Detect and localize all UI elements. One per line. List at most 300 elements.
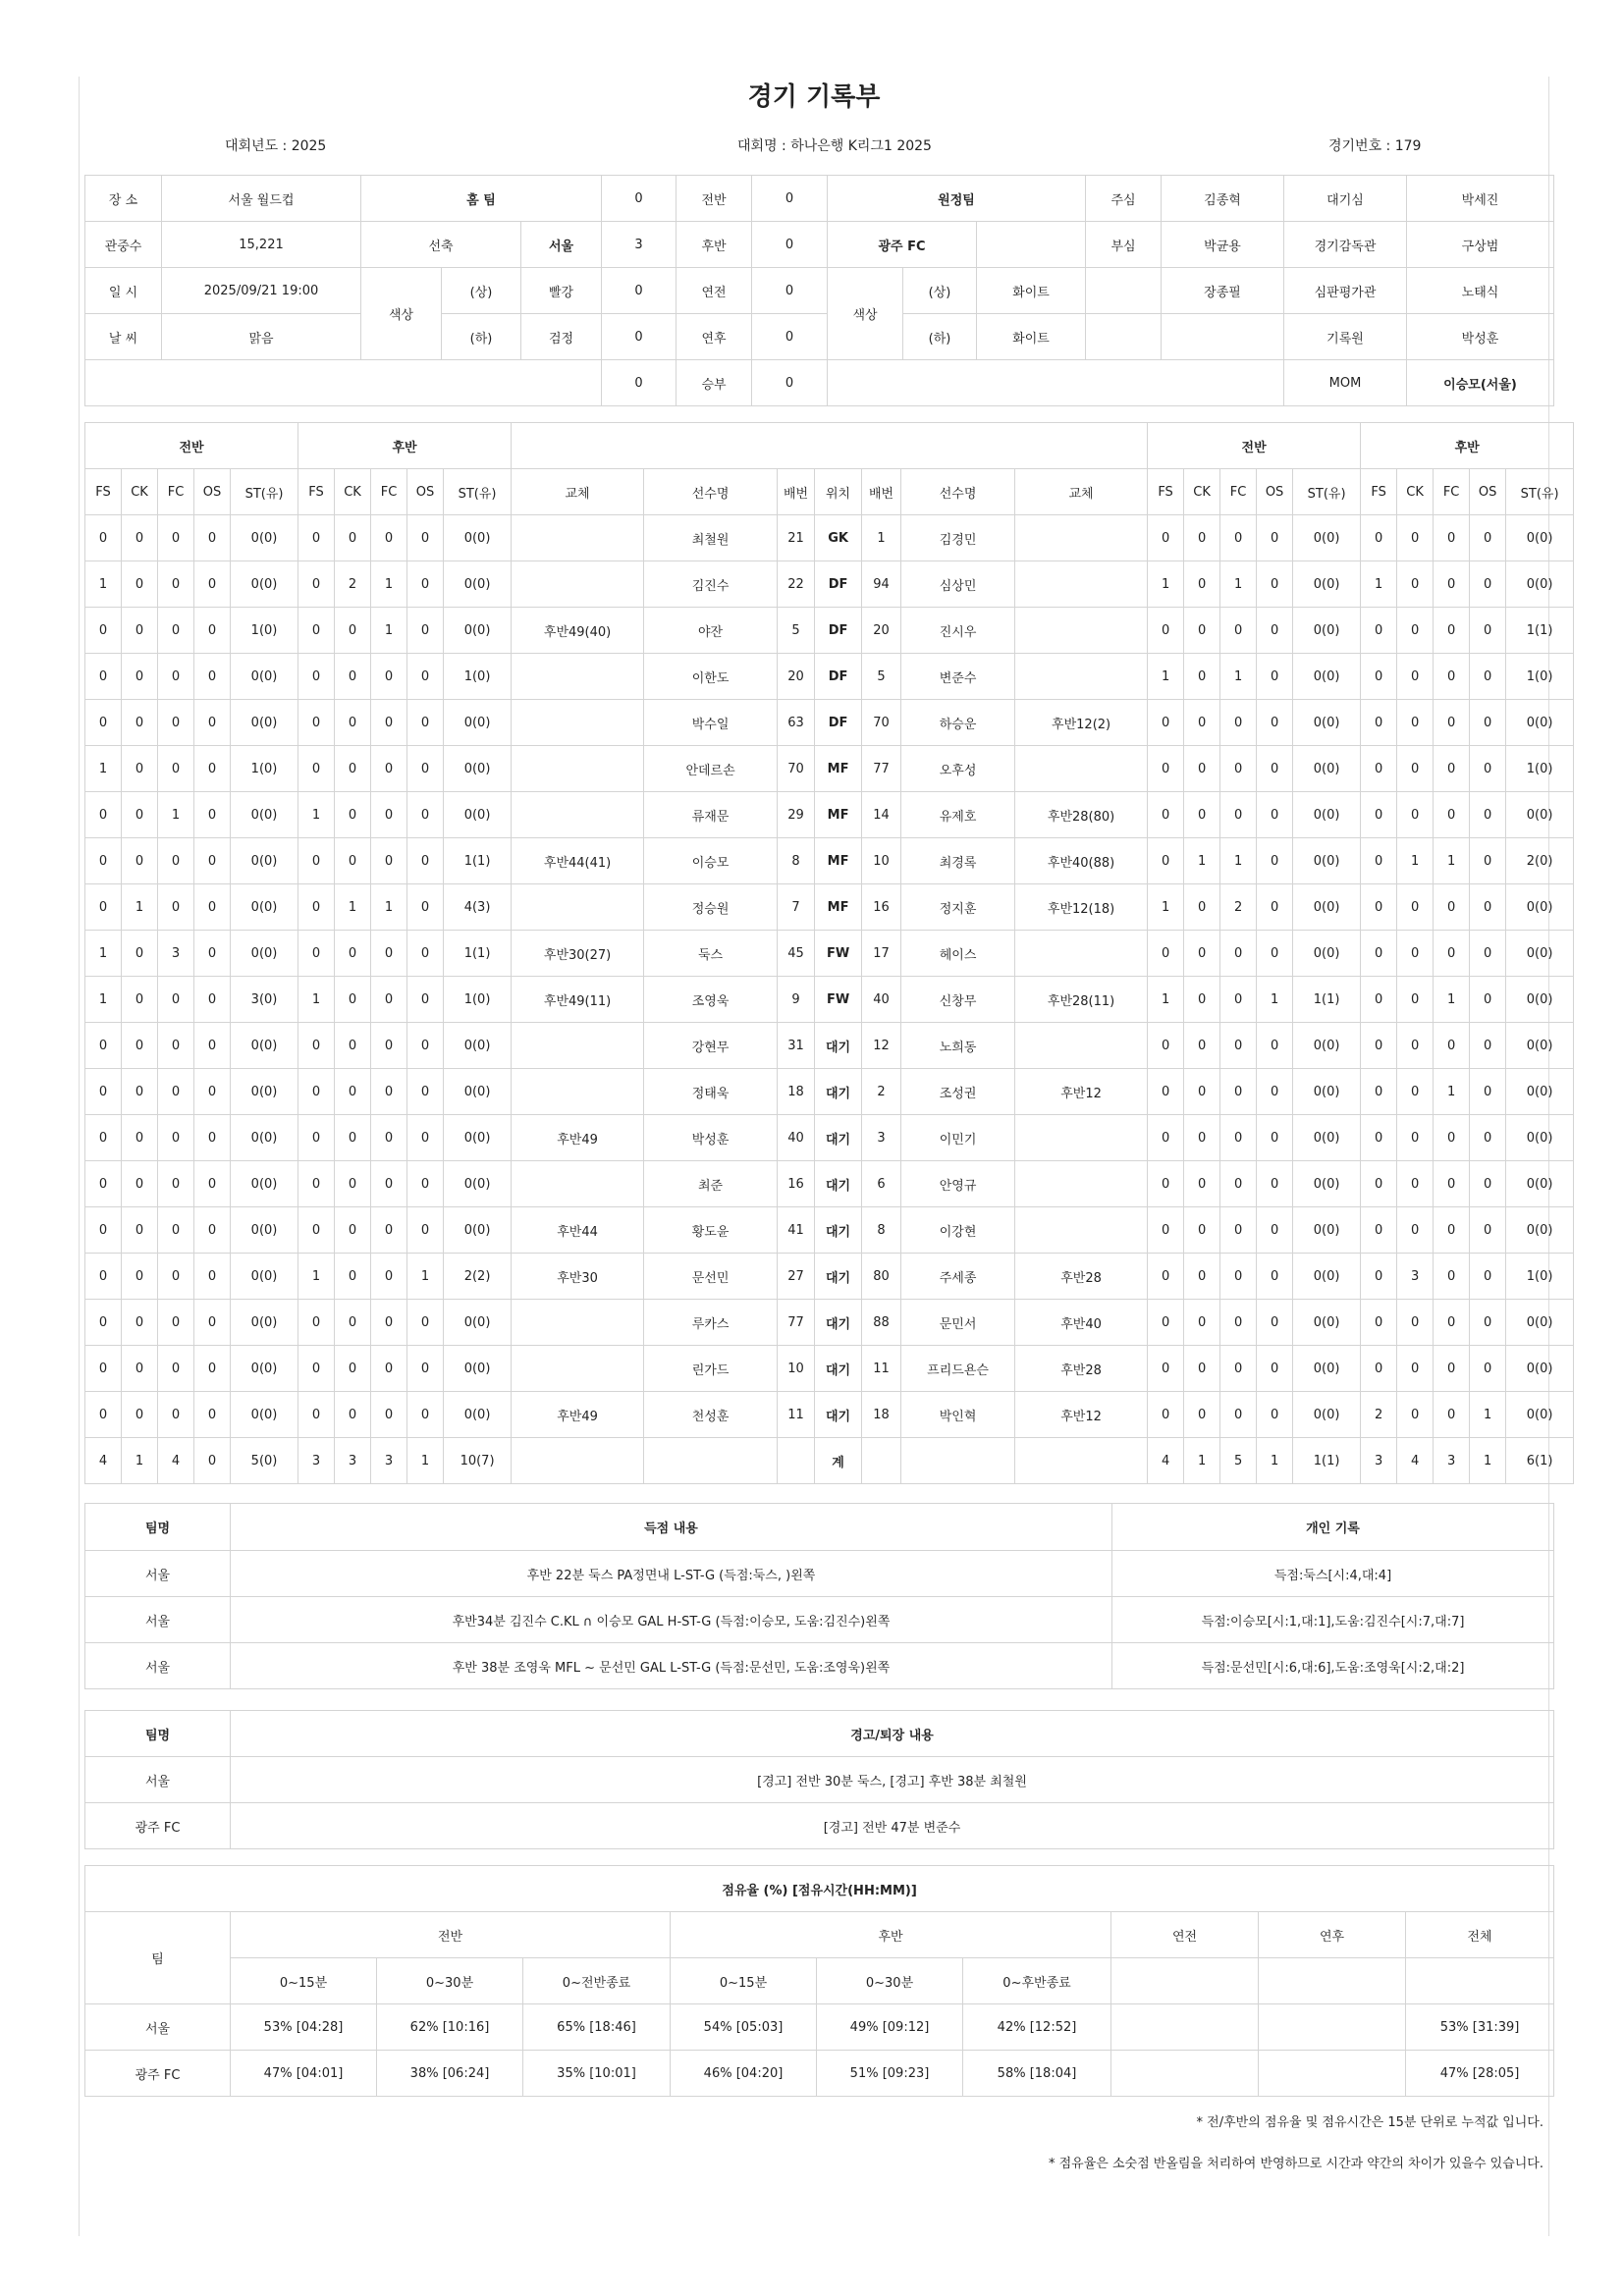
supervisor: 구상범 bbox=[1407, 222, 1554, 268]
away-player-number: 77 bbox=[862, 746, 901, 792]
venue: 서울 월드컵 bbox=[162, 176, 361, 222]
away-substitution bbox=[1015, 746, 1148, 792]
home-first-half-stat: 0 bbox=[158, 1254, 194, 1300]
player-row bbox=[85, 1115, 1574, 1161]
away-second-half-stat: 1 bbox=[1434, 977, 1470, 1023]
card-row bbox=[85, 1803, 1554, 1849]
home-first-half-stat: 0 bbox=[85, 1161, 122, 1207]
away-second-half-stat: 0(0) bbox=[1506, 561, 1574, 608]
away-second-half-stat: 0 bbox=[1434, 1161, 1470, 1207]
away-second-half-stat: 0 bbox=[1470, 1254, 1506, 1300]
possession-first-half-header: 전반 bbox=[231, 1912, 671, 1958]
away-second-half-stat: 0 bbox=[1470, 515, 1506, 561]
sub-col-header: 교체 bbox=[512, 469, 644, 515]
stat-col-header: ST(유) bbox=[444, 469, 512, 515]
home-second-half-stat: 0(0) bbox=[444, 608, 512, 654]
position: GK bbox=[815, 515, 862, 561]
away-second-half-stat: 3 bbox=[1397, 1254, 1434, 1300]
home-first-half-stat: 0 bbox=[158, 1392, 194, 1438]
position: MF bbox=[815, 746, 862, 792]
home-first-half-stat: 0 bbox=[85, 792, 122, 838]
away-substitution: 후반12(18) bbox=[1015, 884, 1148, 931]
away-substitution: 후반40 bbox=[1015, 1300, 1148, 1346]
home-first-half-stat: 0 bbox=[85, 1207, 122, 1254]
home-first-half-stat: 0 bbox=[85, 838, 122, 884]
away-first-half-total: 5 bbox=[1220, 1438, 1257, 1484]
possession-title: 점유율 (%) [점유시간(HH:MM)] bbox=[85, 1866, 1554, 1912]
away-second-half-stat: 0 bbox=[1361, 1254, 1397, 1300]
away-second-half-stat: 0 bbox=[1470, 1300, 1506, 1346]
home-first-half-stat: 0 bbox=[85, 1023, 122, 1069]
period-et2: 연후 bbox=[677, 314, 752, 360]
away-second-half-stat: 0(0) bbox=[1506, 1392, 1574, 1438]
stat-col-header: CK bbox=[122, 469, 158, 515]
stat-col-header: OS bbox=[1470, 469, 1506, 515]
home-second-half-stat: 0(0) bbox=[444, 1161, 512, 1207]
away-second-half-stat: 1(0) bbox=[1506, 746, 1574, 792]
home-first-half-total: 0 bbox=[194, 1438, 231, 1484]
home-second-half-stat: 1 bbox=[298, 792, 335, 838]
home-player-name: 강현무 bbox=[644, 1023, 778, 1069]
away-second-half-stat: 0(0) bbox=[1506, 1069, 1574, 1115]
period-shootout: 승부 bbox=[677, 360, 752, 406]
away-player-number: 20 bbox=[862, 608, 901, 654]
home-first-half-stat: 1 bbox=[85, 931, 122, 977]
home-first-half-stat: 0(0) bbox=[231, 1161, 298, 1207]
away-second-half-stat: 1(0) bbox=[1506, 654, 1574, 700]
home-second-half-stat: 2 bbox=[335, 561, 371, 608]
home-second-half-stat: 0(0) bbox=[444, 792, 512, 838]
away-second-half-stat: 0 bbox=[1361, 1300, 1397, 1346]
away-player-name: 신창무 bbox=[901, 977, 1015, 1023]
home-substitution bbox=[512, 884, 644, 931]
away-second-half-stat: 0 bbox=[1397, 884, 1434, 931]
home-second-half-stat: 0 bbox=[407, 838, 444, 884]
home-first-half-stat: 0(0) bbox=[231, 884, 298, 931]
away-team-name: 광주 FC bbox=[828, 222, 977, 268]
home-player-number: 41 bbox=[778, 1207, 815, 1254]
goal-row bbox=[85, 1597, 1554, 1643]
home-second-half-stat: 0 bbox=[298, 1115, 335, 1161]
home-second-half-total: 1 bbox=[407, 1438, 444, 1484]
home-player-number: 20 bbox=[778, 654, 815, 700]
away-first-half-stat: 0 bbox=[1148, 1023, 1184, 1069]
home-first-half-stat: 0 bbox=[122, 515, 158, 561]
away-first-half-stat: 1 bbox=[1148, 561, 1184, 608]
home-first-half-stat: 0(0) bbox=[231, 515, 298, 561]
home-first-half-stat: 0 bbox=[194, 1254, 231, 1300]
away-first-half-stat: 0 bbox=[1257, 1161, 1293, 1207]
home-player-number: 16 bbox=[778, 1161, 815, 1207]
home-second-half-stat: 0 bbox=[335, 1161, 371, 1207]
away-first-half-stat: 0 bbox=[1184, 608, 1220, 654]
player-row bbox=[85, 1023, 1574, 1069]
home-first-half-stat: 0 bbox=[158, 1115, 194, 1161]
home-second-half-stat: 0 bbox=[298, 1161, 335, 1207]
home-substitution: 후반49 bbox=[512, 1115, 644, 1161]
away-substitution bbox=[1015, 1161, 1148, 1207]
away-second-half-stat: 0 bbox=[1434, 1207, 1470, 1254]
home-color-label: 색상 bbox=[361, 268, 442, 360]
away-substitution: 후반28 bbox=[1015, 1346, 1148, 1392]
away-second-half-stat: 2(0) bbox=[1506, 838, 1574, 884]
home-second-half-stat: 0 bbox=[298, 1300, 335, 1346]
possession-value: 47% [04:01] bbox=[231, 2051, 377, 2097]
home-first-half-stat: 0 bbox=[194, 838, 231, 884]
away-first-half-stat: 0 bbox=[1184, 1207, 1220, 1254]
away-second-half-stat: 1 bbox=[1434, 838, 1470, 884]
goal-row bbox=[85, 1643, 1554, 1689]
home-second-half-stat: 0 bbox=[335, 977, 371, 1023]
away-score-et1: 0 bbox=[752, 268, 828, 314]
referee: 김종혁 bbox=[1162, 176, 1284, 222]
away-player-number: 17 bbox=[862, 931, 901, 977]
goal-record: 득점:문선민[시:6,대:6],도움:조영욱[시:2,대:2] bbox=[1112, 1643, 1554, 1689]
away-first-half-stat: 1 bbox=[1220, 654, 1257, 700]
stat-col-header: FS bbox=[1148, 469, 1184, 515]
away-first-half-stat: 0 bbox=[1148, 1254, 1184, 1300]
home-first-half-stat: 0 bbox=[194, 515, 231, 561]
assessor-label: 심판평가관 bbox=[1284, 268, 1407, 314]
away-second-half-header: 후반 bbox=[1361, 423, 1574, 469]
away-second-half-stat: 0 bbox=[1397, 561, 1434, 608]
home-first-half-stat: 0 bbox=[85, 654, 122, 700]
home-second-half-stat: 0(0) bbox=[444, 1392, 512, 1438]
possession-sub-header: 0~15분 bbox=[231, 1958, 377, 2004]
away-player-name: 프리드욘슨 bbox=[901, 1346, 1015, 1392]
home-player-name: 정태욱 bbox=[644, 1069, 778, 1115]
away-second-half-stat: 1 bbox=[1397, 838, 1434, 884]
home-first-half-stat: 0 bbox=[158, 700, 194, 746]
away-player-number: 94 bbox=[862, 561, 901, 608]
position: FW bbox=[815, 977, 862, 1023]
possession-value: 47% [28:05] bbox=[1406, 2051, 1554, 2097]
home-first-half-stat: 0 bbox=[122, 608, 158, 654]
home-player-number: 18 bbox=[778, 1069, 815, 1115]
home-second-half-stat: 0 bbox=[407, 1346, 444, 1392]
assistant-referee-2: 장종필 bbox=[1162, 268, 1284, 314]
home-first-half-stat: 0 bbox=[194, 1346, 231, 1392]
away-second-half-stat: 0 bbox=[1434, 654, 1470, 700]
home-second-half-stat: 0(0) bbox=[444, 1069, 512, 1115]
away-second-half-stat: 0 bbox=[1361, 1115, 1397, 1161]
home-second-half-stat: 0 bbox=[371, 1207, 407, 1254]
away-second-half-stat: 0 bbox=[1397, 1207, 1434, 1254]
away-first-half-stat: 0 bbox=[1220, 977, 1257, 1023]
away-second-half-stat: 0 bbox=[1434, 884, 1470, 931]
away-second-half-stat: 0 bbox=[1361, 1207, 1397, 1254]
fourth-official-label: 대기심 bbox=[1284, 176, 1407, 222]
home-second-half-stat: 0 bbox=[298, 838, 335, 884]
total-row bbox=[85, 1438, 1574, 1484]
home-second-half-stat: 0 bbox=[298, 931, 335, 977]
possession-value: 54% [05:03] bbox=[671, 2004, 817, 2051]
away-first-half-stat: 1 bbox=[1148, 884, 1184, 931]
away-first-half-stat: 0(0) bbox=[1293, 1346, 1361, 1392]
away-first-half-stat: 0 bbox=[1257, 515, 1293, 561]
away-second-half-stat: 0 bbox=[1397, 977, 1434, 1023]
home-first-half-stat: 0 bbox=[85, 700, 122, 746]
match-number: 경기번호 : 179 bbox=[1328, 138, 1422, 154]
stat-col-header: OS bbox=[1257, 469, 1293, 515]
away-first-half-stat: 0 bbox=[1148, 1161, 1184, 1207]
away-player-number: 10 bbox=[862, 838, 901, 884]
away-second-half-stat: 0(0) bbox=[1506, 1023, 1574, 1069]
assessor: 노태식 bbox=[1407, 268, 1554, 314]
away-second-half-stat: 0 bbox=[1470, 1115, 1506, 1161]
home-first-half-stat: 0 bbox=[122, 1069, 158, 1115]
away-first-half-stat: 0 bbox=[1148, 746, 1184, 792]
away-second-half-stat: 1 bbox=[1434, 1069, 1470, 1115]
home-first-half-stat: 0 bbox=[194, 700, 231, 746]
possession-team: 서울 bbox=[85, 2004, 231, 2051]
home-player-number: 27 bbox=[778, 1254, 815, 1300]
possession-value bbox=[1111, 2004, 1259, 2051]
away-substitution bbox=[1015, 1023, 1148, 1069]
home-second-half-stat: 0 bbox=[407, 515, 444, 561]
home-first-half-stat: 0(0) bbox=[231, 1254, 298, 1300]
stat-col-header: FS bbox=[1361, 469, 1397, 515]
home-player-number: 40 bbox=[778, 1115, 815, 1161]
possession-team: 광주 FC bbox=[85, 2051, 231, 2097]
away-second-half-stat: 0 bbox=[1434, 700, 1470, 746]
away-second-half-stat: 0(0) bbox=[1506, 931, 1574, 977]
away-first-half-stat: 0 bbox=[1184, 1161, 1220, 1207]
possession-value: 62% [10:16] bbox=[377, 2004, 523, 2051]
home-player-name: 천성훈 bbox=[644, 1392, 778, 1438]
player-row bbox=[85, 792, 1574, 838]
away-second-half-stat: 0(0) bbox=[1506, 792, 1574, 838]
away-second-half-stat: 0 bbox=[1434, 792, 1470, 838]
kickoff-label: 선축 bbox=[361, 222, 521, 268]
home-first-half-stat: 0 bbox=[85, 1392, 122, 1438]
away-first-half-stat: 0(0) bbox=[1293, 746, 1361, 792]
possession-table bbox=[84, 1865, 1554, 2097]
note-accumulation: * 전/후반의 점유율 및 점유시간은 15분 단위로 누적값 입니다. bbox=[1196, 2115, 1543, 2130]
away-second-half-total: 6(1) bbox=[1506, 1438, 1574, 1484]
competition-year: 대회년도 : 2025 bbox=[225, 138, 327, 154]
home-first-half-stat: 0(0) bbox=[231, 561, 298, 608]
away-player-number: 8 bbox=[862, 1207, 901, 1254]
home-substitution bbox=[512, 1346, 644, 1392]
card-content: [경고] 전반 47분 변준수 bbox=[231, 1803, 1554, 1849]
home-player-number: 77 bbox=[778, 1300, 815, 1346]
home-score-et2: 0 bbox=[602, 314, 677, 360]
away-first-half-stat: 0 bbox=[1220, 931, 1257, 977]
home-first-half-stat: 0 bbox=[194, 561, 231, 608]
home-first-half-stat: 0 bbox=[158, 838, 194, 884]
home-second-half-stat: 0 bbox=[335, 792, 371, 838]
competition-name: 대회명 : 하나은행 K리그1 2025 bbox=[737, 138, 932, 154]
away-first-half-stat: 0 bbox=[1257, 838, 1293, 884]
away-first-half-stat: 2 bbox=[1220, 884, 1257, 931]
home-first-half-stat: 0 bbox=[122, 792, 158, 838]
player-row bbox=[85, 608, 1574, 654]
player-row bbox=[85, 654, 1574, 700]
away-first-half-stat: 0 bbox=[1148, 792, 1184, 838]
player-row bbox=[85, 838, 1574, 884]
home-first-half-stat: 0(0) bbox=[231, 1115, 298, 1161]
away-second-half-stat: 0(0) bbox=[1506, 1207, 1574, 1254]
home-second-half-stat: 0(0) bbox=[444, 1346, 512, 1392]
position: MF bbox=[815, 884, 862, 931]
away-substitution: 후반28(80) bbox=[1015, 792, 1148, 838]
home-second-half-stat: 0 bbox=[298, 561, 335, 608]
away-first-half-header: 전반 bbox=[1148, 423, 1361, 469]
home-second-half-stat: 0 bbox=[335, 1069, 371, 1115]
blank-cell bbox=[1406, 1958, 1554, 2004]
home-second-half-stat: 0(0) bbox=[444, 561, 512, 608]
home-second-half-stat: 0 bbox=[298, 1392, 335, 1438]
home-first-half-stat: 0(0) bbox=[231, 1392, 298, 1438]
home-score-shootout: 0 bbox=[602, 360, 677, 406]
home-second-half-stat: 0 bbox=[371, 931, 407, 977]
away-player-number: 1 bbox=[862, 515, 901, 561]
home-second-half-total: 3 bbox=[298, 1438, 335, 1484]
away-player-name: 하승운 bbox=[901, 700, 1015, 746]
home-second-half-stat: 0 bbox=[371, 1254, 407, 1300]
stat-col-header: OS bbox=[407, 469, 444, 515]
home-second-half-stat: 0(0) bbox=[444, 1207, 512, 1254]
away-second-half-total: 4 bbox=[1397, 1438, 1434, 1484]
possession-value: 53% [31:39] bbox=[1406, 2004, 1554, 2051]
stat-col-header: OS bbox=[194, 469, 231, 515]
away-first-half-stat: 0(0) bbox=[1293, 1161, 1361, 1207]
home-substitution bbox=[512, 700, 644, 746]
away-second-half-stat: 0 bbox=[1434, 1115, 1470, 1161]
home-second-half-stat: 0 bbox=[407, 1207, 444, 1254]
home-first-half-stat: 0 bbox=[122, 1346, 158, 1392]
home-second-half-stat: 0 bbox=[335, 1346, 371, 1392]
home-first-half-stat: 1 bbox=[85, 561, 122, 608]
away-first-half-stat: 0 bbox=[1220, 746, 1257, 792]
possession-value: 65% [18:46] bbox=[523, 2004, 671, 2051]
away-first-half-stat: 0 bbox=[1148, 515, 1184, 561]
away-player-name: 변준수 bbox=[901, 654, 1015, 700]
stat-col-header: FC bbox=[158, 469, 194, 515]
away-second-half-stat: 0 bbox=[1397, 515, 1434, 561]
period-first-half: 전반 bbox=[677, 176, 752, 222]
period-et1: 연전 bbox=[677, 268, 752, 314]
home-second-half-stat: 0 bbox=[407, 931, 444, 977]
home-second-half-stat: 0 bbox=[298, 1023, 335, 1069]
home-player-name: 문선민 bbox=[644, 1254, 778, 1300]
home-second-half-stat: 0 bbox=[335, 1300, 371, 1346]
home-first-half-stat: 0 bbox=[194, 746, 231, 792]
possession-sub-header: 0~30분 bbox=[377, 1958, 523, 2004]
away-second-half-stat: 0(0) bbox=[1506, 1300, 1574, 1346]
home-substitution bbox=[512, 1161, 644, 1207]
home-first-half-stat: 0 bbox=[194, 654, 231, 700]
possession-second-half-header: 후반 bbox=[671, 1912, 1111, 1958]
home-second-half-stat: 0 bbox=[371, 977, 407, 1023]
possession-value: 49% [09:12] bbox=[817, 2004, 963, 2051]
stat-col-header: ST(유) bbox=[231, 469, 298, 515]
home-player-name: 정승원 bbox=[644, 884, 778, 931]
card-team: 광주 FC bbox=[85, 1803, 231, 1849]
player-row bbox=[85, 884, 1574, 931]
home-substitution bbox=[512, 1023, 644, 1069]
away-first-half-stat: 0(0) bbox=[1293, 1207, 1361, 1254]
away-first-half-stat: 0(0) bbox=[1293, 1023, 1361, 1069]
possession-sub-header: 0~후반종료 bbox=[963, 1958, 1111, 2004]
attendance: 15,221 bbox=[162, 222, 361, 268]
possession-row bbox=[85, 2004, 1554, 2051]
away-first-half-stat: 0 bbox=[1257, 1300, 1293, 1346]
away-first-half-stat: 0 bbox=[1148, 838, 1184, 884]
away-first-half-stat: 0 bbox=[1148, 1069, 1184, 1115]
away-first-half-stat: 0 bbox=[1184, 1300, 1220, 1346]
away-second-half-stat: 0 bbox=[1470, 977, 1506, 1023]
player-row bbox=[85, 561, 1574, 608]
home-player-name: 김진수 bbox=[644, 561, 778, 608]
away-second-half-total: 3 bbox=[1434, 1438, 1470, 1484]
away-player-name: 노희동 bbox=[901, 1023, 1015, 1069]
away-second-half-stat: 0 bbox=[1434, 515, 1470, 561]
away-team-label: 원정팀 bbox=[828, 176, 1086, 222]
away-first-half-stat: 0(0) bbox=[1293, 1254, 1361, 1300]
away-first-half-stat: 0 bbox=[1184, 977, 1220, 1023]
away-first-half-stat: 0 bbox=[1148, 608, 1184, 654]
away-first-half-stat: 0 bbox=[1220, 1300, 1257, 1346]
position: 대기 bbox=[815, 1115, 862, 1161]
home-first-half-stat: 0 bbox=[158, 515, 194, 561]
away-second-half-stat: 0(0) bbox=[1506, 1346, 1574, 1392]
away-score-second-half: 0 bbox=[752, 222, 828, 268]
home-second-half-stat: 0 bbox=[335, 608, 371, 654]
home-second-half-stat: 0 bbox=[407, 884, 444, 931]
away-first-half-stat: 0(0) bbox=[1293, 700, 1361, 746]
home-second-half-stat: 0 bbox=[298, 1069, 335, 1115]
total-label: 계 bbox=[815, 1438, 862, 1484]
home-second-half-stat: 0(0) bbox=[444, 746, 512, 792]
position: 대기 bbox=[815, 1346, 862, 1392]
column-header-row bbox=[85, 469, 1574, 515]
away-first-half-stat: 0(0) bbox=[1293, 515, 1361, 561]
home-second-half-stat: 0(0) bbox=[444, 700, 512, 746]
away-substitution: 후반28(11) bbox=[1015, 977, 1148, 1023]
away-first-half-stat: 0(0) bbox=[1293, 838, 1361, 884]
away-second-half-stat: 0 bbox=[1397, 1115, 1434, 1161]
away-second-half-stat: 0 bbox=[1470, 931, 1506, 977]
stat-col-header: CK bbox=[1397, 469, 1434, 515]
home-top-label: (상) bbox=[442, 268, 521, 314]
away-second-half-stat: 0 bbox=[1470, 700, 1506, 746]
home-bottom-color: 검정 bbox=[521, 314, 602, 360]
away-first-half-total: 1 bbox=[1257, 1438, 1293, 1484]
away-first-half-stat: 0 bbox=[1257, 1207, 1293, 1254]
away-top-color: 화이트 bbox=[977, 268, 1086, 314]
away-first-half-stat: 1 bbox=[1184, 838, 1220, 884]
away-second-half-stat: 0 bbox=[1361, 931, 1397, 977]
home-player-name: 최철원 bbox=[644, 515, 778, 561]
home-second-half-stat: 0 bbox=[371, 515, 407, 561]
home-top-color: 빨강 bbox=[521, 268, 602, 314]
goals-team-header: 팀명 bbox=[85, 1504, 231, 1551]
venue-label: 장 소 bbox=[85, 176, 162, 222]
match-record-page bbox=[79, 77, 1559, 2236]
goals-record-header: 개인 기록 bbox=[1112, 1504, 1554, 1551]
home-first-half-stat: 1(0) bbox=[231, 608, 298, 654]
home-substitution bbox=[512, 792, 644, 838]
home-first-half-stat: 0 bbox=[158, 977, 194, 1023]
away-first-half-stat: 0 bbox=[1184, 1346, 1220, 1392]
home-first-half-stat: 0 bbox=[85, 1115, 122, 1161]
home-first-half-stat: 0 bbox=[122, 1254, 158, 1300]
away-second-half-stat: 0 bbox=[1434, 1392, 1470, 1438]
away-player-name: 주세종 bbox=[901, 1254, 1015, 1300]
cards-team-header: 팀명 bbox=[85, 1711, 231, 1757]
